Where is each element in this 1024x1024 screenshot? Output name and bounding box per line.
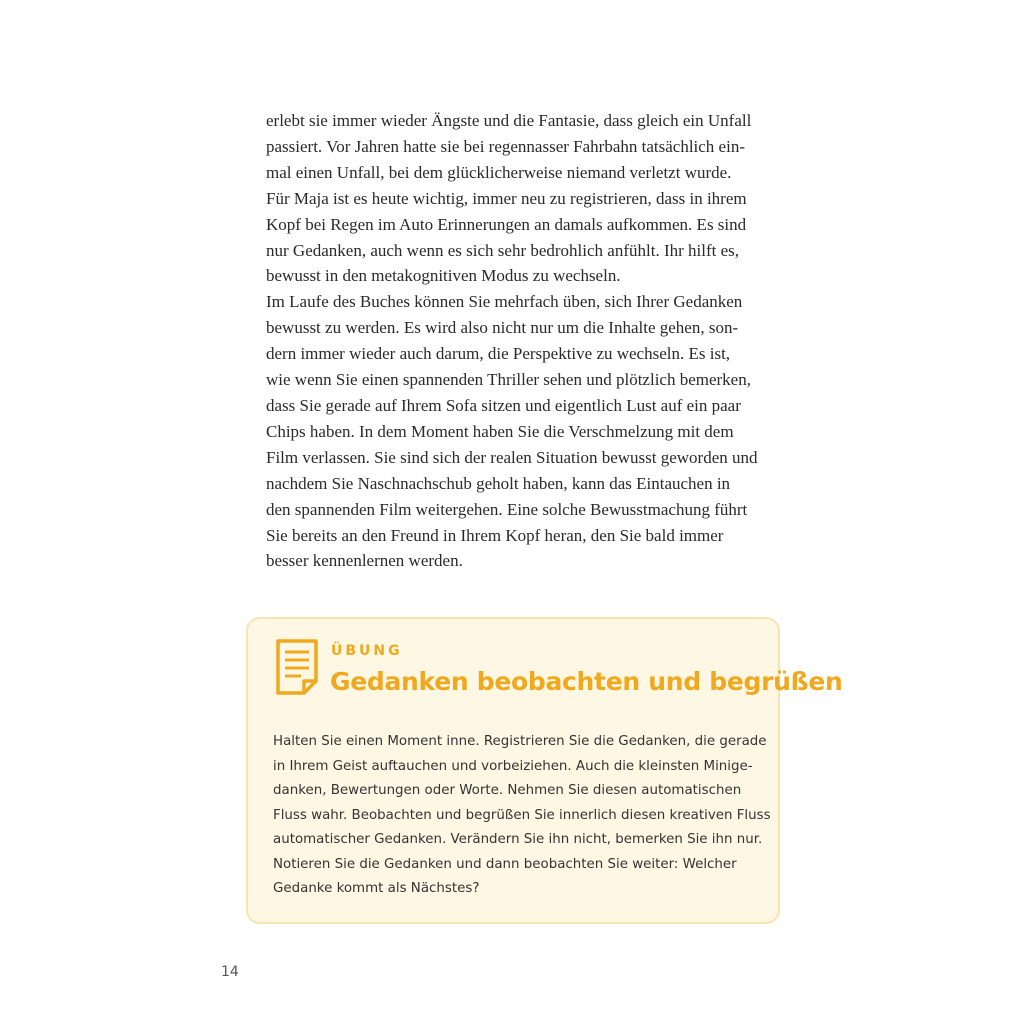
body-paragraphs xyxy=(266,108,776,574)
body-line: nachdem Sie Naschnachschub geholt haben, kann das Eintauchen in xyxy=(266,473,731,493)
body-line: bewusst in den metakognitiven Modus zu wechseln. xyxy=(266,266,621,286)
body-line: nur Gedanken, auch wenn es sich sehr bedrohlich anfühlt. Ihr hilft es, xyxy=(266,240,740,260)
page-number: 14 xyxy=(221,964,239,980)
exercise-line: in Ihrem Geist auftauchen und vorbeiziehen. Auch die kleinsten Minige- xyxy=(273,758,753,774)
body-line: bewusst zu werden. Es wird also nicht nur um die Inhalte gehen, son- xyxy=(266,318,739,338)
exercise-box xyxy=(246,617,843,924)
body-line: Chips haben. In dem Moment haben Sie die Verschmelzung mit dem xyxy=(266,421,734,441)
body-line: Kopf bei Regen im Auto Erinnerungen an damals aufkommen. Es sind xyxy=(266,214,747,234)
exercise-line: Halten Sie einen Moment inne. Registrieren Sie die Gedanken, die gerade xyxy=(273,734,767,749)
exercise-text xyxy=(273,730,771,902)
body-line: Film verlassen. Sie sind sich der realen Situation bewusst geworden und xyxy=(266,447,758,467)
body-line: passiert. Vor Jahren hatte sie bei regennasser Fahrbahn tatsächlich ein- xyxy=(266,136,745,156)
body-line: Sie bereits an den Freund in Ihrem Kopf heran, den Sie bald immer xyxy=(266,525,724,545)
exercise-line: automatischer Gedanken. Verändern Sie ihn nicht, bemerken Sie ihn nur. xyxy=(273,832,763,847)
body-line: den spannenden Film weitergehen. Eine solche Bewusstmachung führt xyxy=(266,499,748,519)
body-line: Für Maja ist es heute wichtig, immer neu zu registrieren, dass in ihrem xyxy=(266,188,747,208)
body-line: dern immer wieder auch darum, die Perspektive zu wechseln. Es ist, xyxy=(266,344,731,364)
exercise-kicker: ÜBUNG xyxy=(331,643,403,659)
document-lines-icon xyxy=(274,637,320,697)
exercise-line: Gedanke kommt als Nächstes? xyxy=(273,881,480,896)
body-line: Im Laufe des Buches können Sie mehrfach üben, sich Ihrer Gedanken xyxy=(266,292,743,312)
exercise-line: danken, Bewertungen oder Worte. Nehmen Sie diesen automatischen xyxy=(273,783,742,798)
exercise-line: Notieren Sie die Gedanken und dann beobachten Sie weiter: Welcher xyxy=(273,856,737,872)
exercise-title: Gedanken beobachten und begrüßen xyxy=(330,667,843,696)
body-line: besser kennenlernen werden. xyxy=(266,551,463,571)
body-line: erlebt sie immer wieder Ängste und die Fantasie, dass gleich ein Unfall xyxy=(266,111,752,130)
body-line: wie wenn Sie einen spannenden Thriller sehen und plötzlich bemerken, xyxy=(266,370,751,390)
body-line: dass Sie gerade auf Ihrem Sofa sitzen und eigentlich Lust auf ein paar xyxy=(266,395,741,415)
body-line: mal einen Unfall, bei dem glücklicherweise niemand verletzt wurde. xyxy=(266,162,732,182)
exercise-line: Fluss wahr. Beobachten und begrüßen Sie innerlich diesen kreativen Fluss xyxy=(273,807,771,823)
